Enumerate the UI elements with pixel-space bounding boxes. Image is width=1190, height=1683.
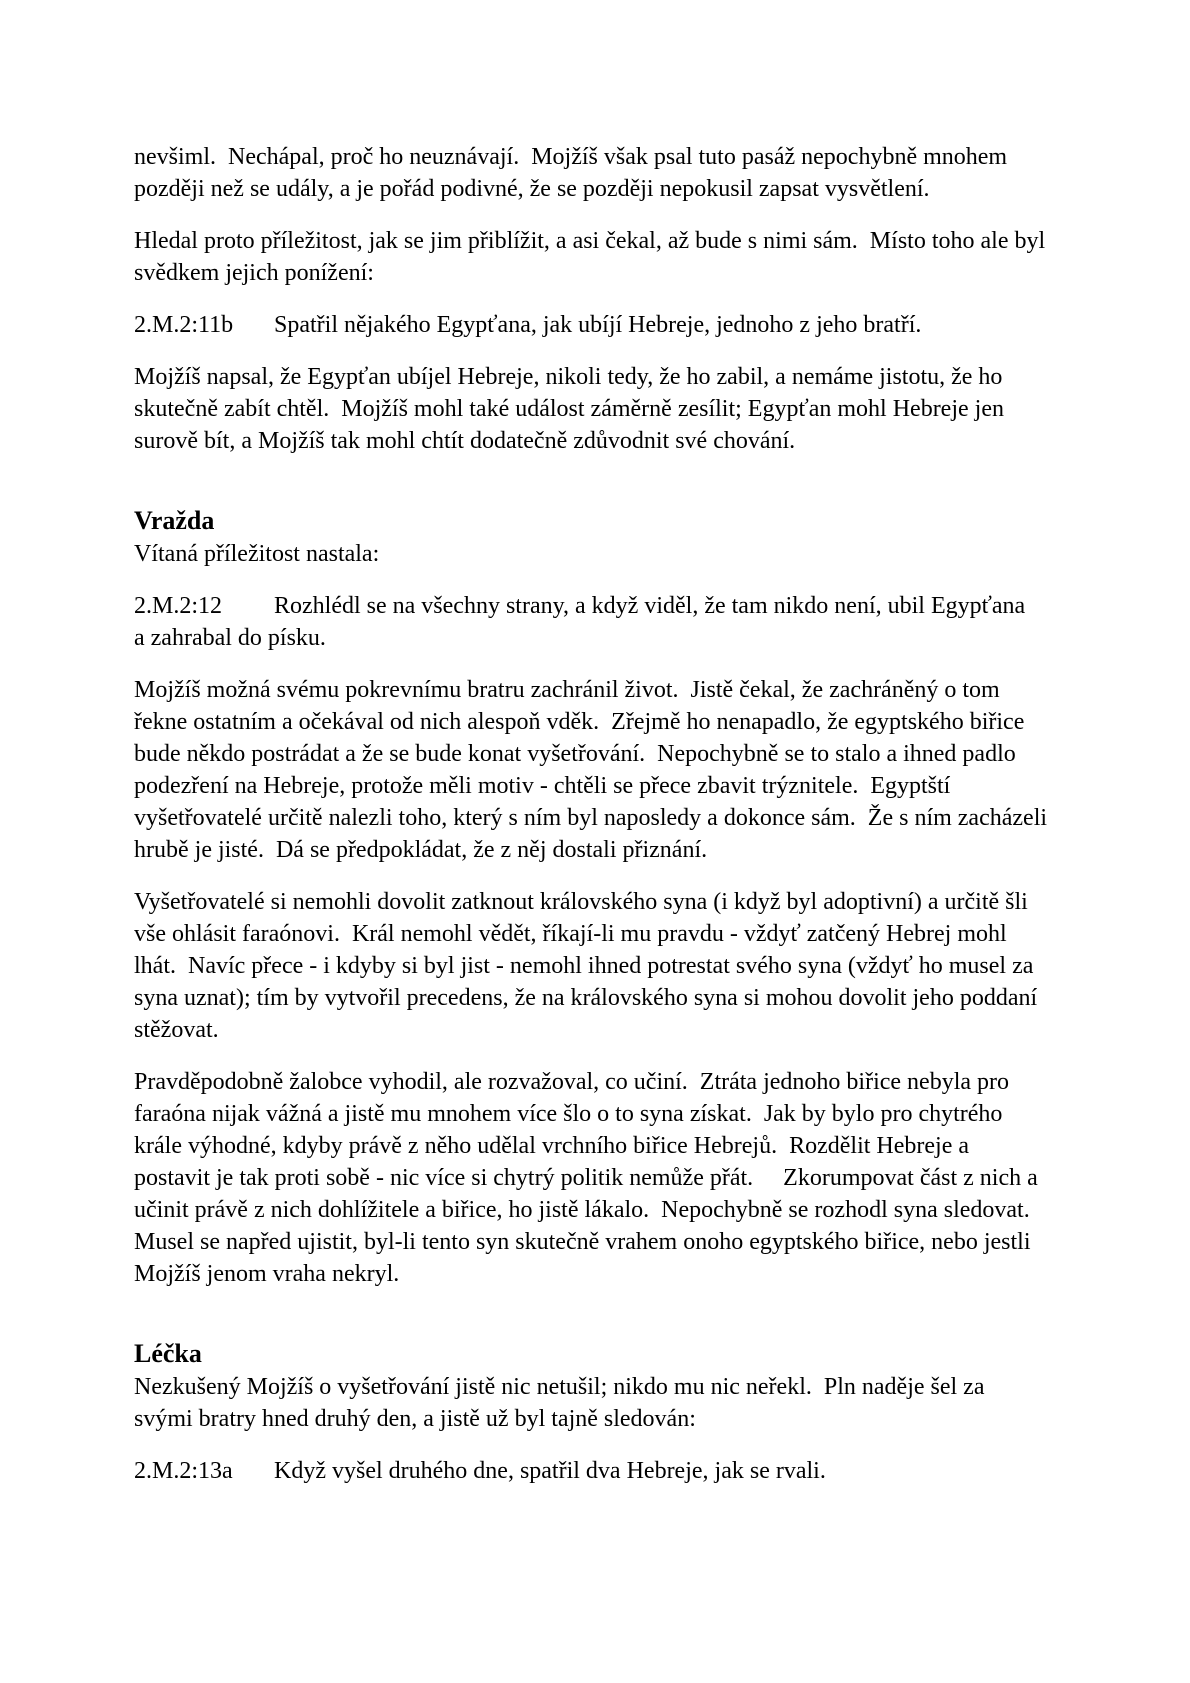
document-content bbox=[134, 141, 1062, 1487]
verse-block bbox=[134, 1455, 1062, 1487]
body-paragraph bbox=[134, 1371, 1062, 1435]
body-paragraph bbox=[134, 674, 1062, 866]
section-heading: Vražda bbox=[134, 506, 215, 535]
text-line: stěžovat. bbox=[134, 1017, 219, 1043]
verse-text: Když vyšel druhého dne, spatřil dva Hebreje, jak se rvali. bbox=[274, 1458, 826, 1484]
text-line: skutečně zabít chtěl. Mojžíš mohl také událost záměrně zesílit; Egypťan mohl Hebreje jen bbox=[134, 396, 1004, 422]
text-line: hrubě je jisté. Dá se předpokládat, že z něj dostali přiznání. bbox=[134, 837, 708, 863]
text-line: Nezkušený Mojžíš o vyšetřování jistě nic netušil; nikdo mu nic neřekl. Pln naděje šel za bbox=[134, 1374, 985, 1400]
text-line: vyšetřovatelé určitě nalezli toho, který s ním byl naposledy a dokonce sám. Že s ním zacházeli bbox=[134, 805, 1048, 831]
text-line: Mojžíš napsal, že Egypťan ubíjel Hebreje, nikoli tedy, že ho zabil, a nemáme jistotu, že ho bbox=[134, 364, 1003, 390]
text-line: postavit je tak proti sobě - nic více si chytrý politik nemůže přát. Zkorumpovat část z nich a bbox=[134, 1165, 1038, 1191]
text-line: podezření na Hebreje, protože měli motiv - chtěli se přece zbavit trýznitele. Egyptští bbox=[134, 773, 951, 799]
text-line: Musel se napřed ujistit, byl-li tento syn skutečně vrahem onoho egyptského biřice, nebo jestli bbox=[134, 1229, 1031, 1255]
text-line: Hledal proto příležitost, jak se jim přiblížit, a asi čekal, až bude s nimi sám. Místo toho ale byl bbox=[134, 228, 1046, 254]
text-line: svědkem jejich ponížení: bbox=[134, 260, 374, 286]
verse-reference: 2.M.2:12 bbox=[134, 593, 223, 619]
body-paragraph bbox=[134, 1066, 1062, 1290]
text-line: Mojžíš jenom vraha nekryl. bbox=[134, 1261, 400, 1287]
text-line bbox=[134, 1455, 1062, 1487]
body-paragraph bbox=[134, 886, 1062, 1046]
text-line: řekne ostatním a očekával od nich alespoň vděk. Zřejmě ho nenapadlo, že egyptského biřice bbox=[134, 709, 1025, 735]
text-line: krále výhodné, kdyby právě z něho udělal vrchního biřice Hebrejů. Rozdělit Hebreje a bbox=[134, 1133, 970, 1159]
body-paragraph bbox=[134, 225, 1062, 289]
text-line: svými bratry hned druhý den, a jistě už byl tajně sledován: bbox=[134, 1406, 696, 1432]
text-line bbox=[134, 309, 1062, 341]
section-heading: Léčka bbox=[134, 1339, 202, 1368]
body-paragraph bbox=[134, 361, 1062, 457]
verse-block bbox=[134, 590, 1062, 654]
text-line: Pravděpodobně žalobce vyhodil, ale rozvažoval, co učiní. Ztráta jednoho biřice nebyla pro bbox=[134, 1069, 1010, 1095]
text-line: Mojžíš možná svému pokrevnímu bratru zachránil život. Jistě čekal, že zachráněný o tom bbox=[134, 677, 1000, 703]
text-line: Vítaná příležitost nastala: bbox=[134, 541, 380, 567]
body-paragraph bbox=[134, 538, 1062, 570]
verse-text: Rozhlédl se na všechny strany, a když viděl, že tam nikdo není, ubil Egypťana bbox=[274, 593, 1026, 619]
text-line: později než se udály, a je pořád podivné, že se později nepokusil zapsat vysvětlení. bbox=[134, 176, 930, 202]
text-line: učinit právě z nich dohlížitele a biřice, ho jistě lákalo. Nepochybně se rozhodl syna sledovat. bbox=[134, 1197, 1030, 1223]
text-line: syna uznat); tím by vytvořil precedens, že na královského syna si mohou dovolit jeho poddaní bbox=[134, 985, 1038, 1011]
text-line: Vyšetřovatelé si nemohli dovolit zatknout královského syna (i když byl adoptivní) a určitě šli bbox=[134, 889, 1028, 915]
verse-text: Spatřil nějakého Egypťana, jak ubíjí Hebreje, jednoho z jeho bratří. bbox=[274, 312, 922, 338]
verse-reference: 2.M.2:11b bbox=[134, 312, 234, 338]
text-line: faraóna nijak vážná a jistě mu mnohem více šlo o to syna získat. Jak by bylo pro chytrého bbox=[134, 1101, 1003, 1127]
text-line: a zahrabal do písku. bbox=[134, 625, 326, 651]
text-line: bude někdo postrádat a že se bude konat vyšetřování. Nepochybně se to stalo a ihned padlo bbox=[134, 741, 1016, 767]
text-line: nevšiml. Nechápal, proč ho neuznávají. Mojžíš však psal tuto pasáž nepochybně mnohem bbox=[134, 144, 1008, 170]
text-line: lhát. Navíc přece - i kdyby si byl jist - nemohl ihned potrestat svého syna (vždyť ho musel za bbox=[134, 953, 1034, 979]
text-line: vše ohlásit faraónovi. Král nemohl vědět, říkají-li mu pravdu - vždyť zatčený Hebrej mohl bbox=[134, 921, 1007, 947]
body-paragraph bbox=[134, 141, 1062, 205]
text-line: surově bít, a Mojžíš tak mohl chtít dodatečně zdůvodnit své chování. bbox=[134, 428, 796, 454]
verse-block bbox=[134, 309, 1062, 341]
verse-reference: 2.M.2:13a bbox=[134, 1458, 233, 1484]
text-line bbox=[134, 590, 1062, 622]
